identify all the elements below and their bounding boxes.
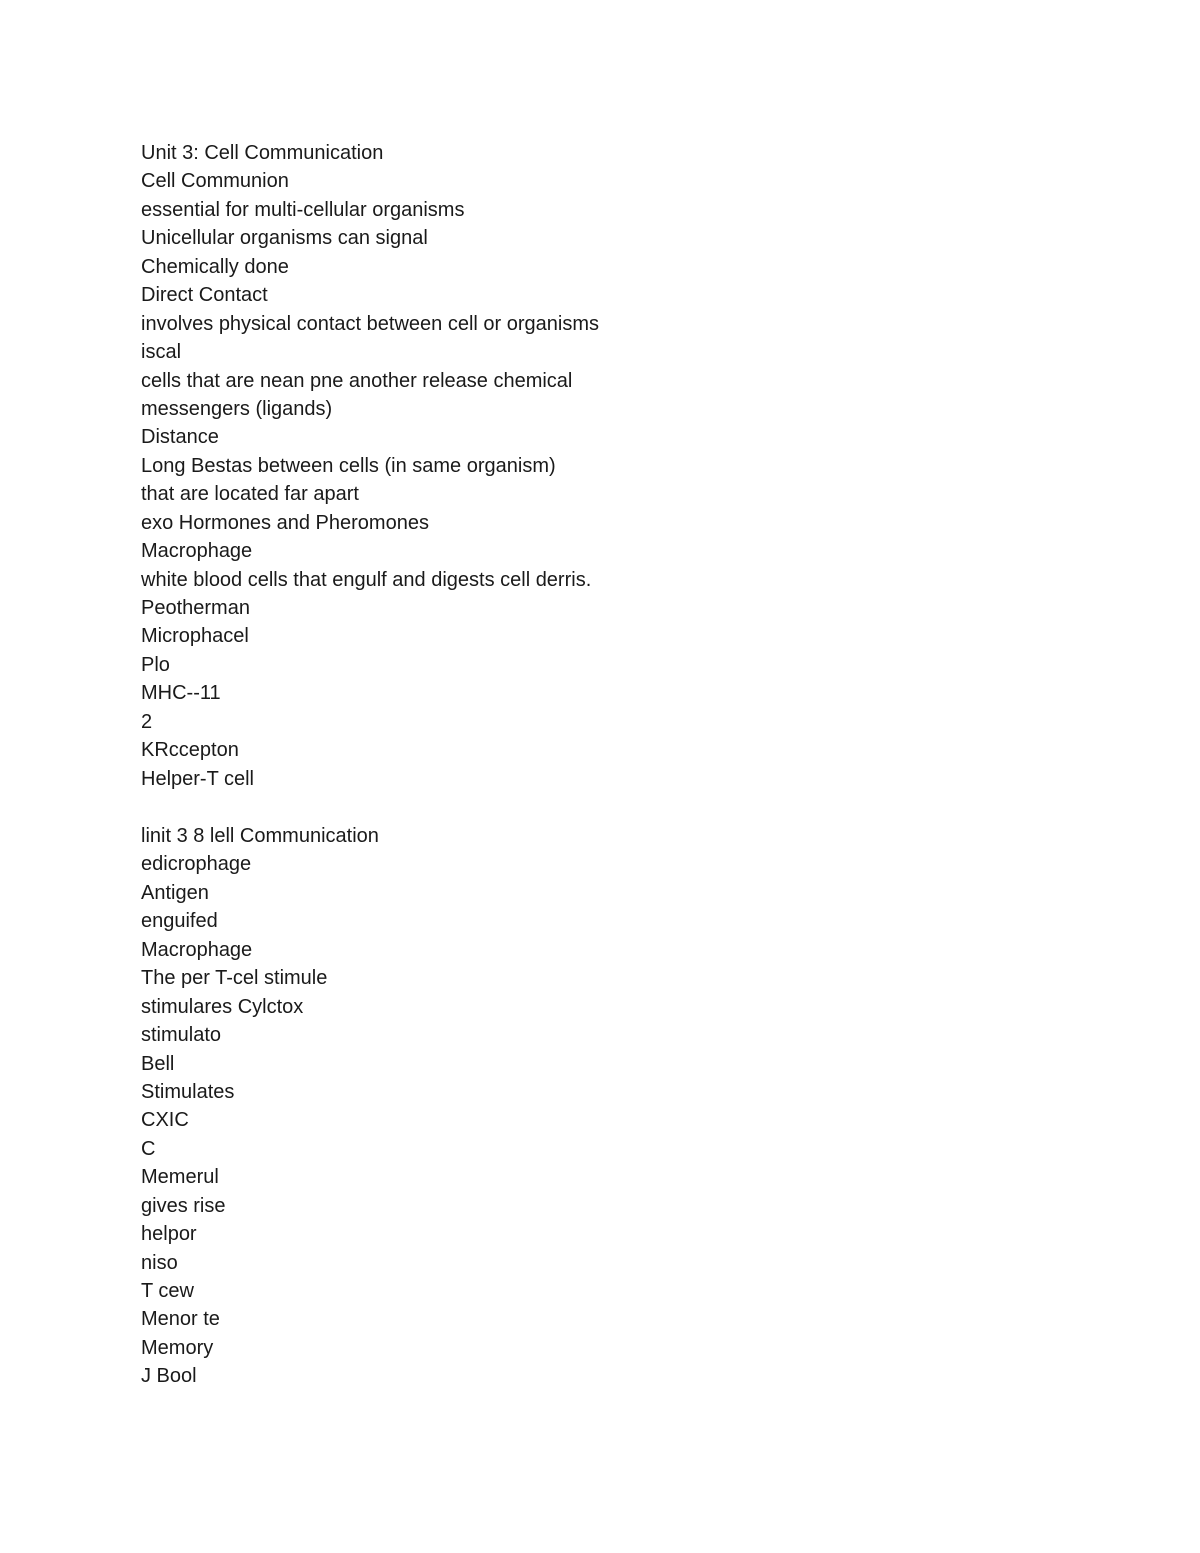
note-line: Chemically done <box>141 255 289 278</box>
note-line: Helper-T cell <box>141 767 254 790</box>
note-line: gives rise <box>141 1194 226 1217</box>
note-line: that are located far apart <box>141 483 359 506</box>
notes-section-two <box>141 822 841 1391</box>
note-line: cells that are nean pne another release chemical <box>141 369 573 392</box>
note-line: KRccepton <box>141 739 239 762</box>
note-line: 2 <box>141 710 153 733</box>
note-line: Microphacel <box>141 625 249 648</box>
note-line: Memory <box>141 1336 214 1359</box>
section-title: linit 3 8 lell Communication <box>141 825 379 847</box>
note-line: iscal <box>141 341 182 364</box>
note-line: Menor te <box>141 1308 220 1331</box>
note-line: Antigen <box>141 881 209 904</box>
note-line: essential for multi-cellular organisms <box>141 198 465 221</box>
note-line: Direct Contact <box>141 284 268 307</box>
note-line: Long Bestas between cells (in same organism) <box>141 454 556 477</box>
note-line: C <box>141 1137 156 1160</box>
note-line: Distance <box>141 426 219 449</box>
note-line: white blood cells that engulf and digests cell derris. <box>141 568 592 591</box>
section-title: Unit 3: Cell Communication <box>141 142 384 164</box>
note-line: MHC--11 <box>141 682 221 705</box>
note-line: CXIC <box>141 1109 189 1132</box>
note-line: Bell <box>141 1052 175 1075</box>
note-line: Cell Communion <box>141 170 289 193</box>
note-line: exo Hormones and Pheromones <box>141 511 429 534</box>
note-line: edicrophage <box>141 853 252 876</box>
note-line: stimulares Cylctox <box>141 995 304 1018</box>
note-line: involves physical contact between cell or organisms <box>141 312 599 335</box>
note-line: J Bool <box>141 1365 197 1388</box>
notes-section-one <box>141 139 841 793</box>
note-line: T cew <box>141 1280 194 1302</box>
note-line: enguifed <box>141 910 218 933</box>
note-line: The per T-cel stimule <box>141 967 328 990</box>
note-line: messengers (ligands) <box>141 397 333 420</box>
note-line: Memerul <box>141 1166 219 1189</box>
note-line: Macrophage <box>141 540 253 563</box>
note-line: niso <box>141 1251 178 1274</box>
note-line: Stimulates <box>141 1080 235 1103</box>
note-line: helpor <box>141 1223 197 1246</box>
note-line: Unicellular organisms can signal <box>141 227 428 250</box>
note-line: Peotherman <box>141 597 250 619</box>
note-line: Plo <box>141 653 170 676</box>
note-line: stimulato <box>141 1024 222 1047</box>
note-line: Macrophage <box>141 938 253 961</box>
